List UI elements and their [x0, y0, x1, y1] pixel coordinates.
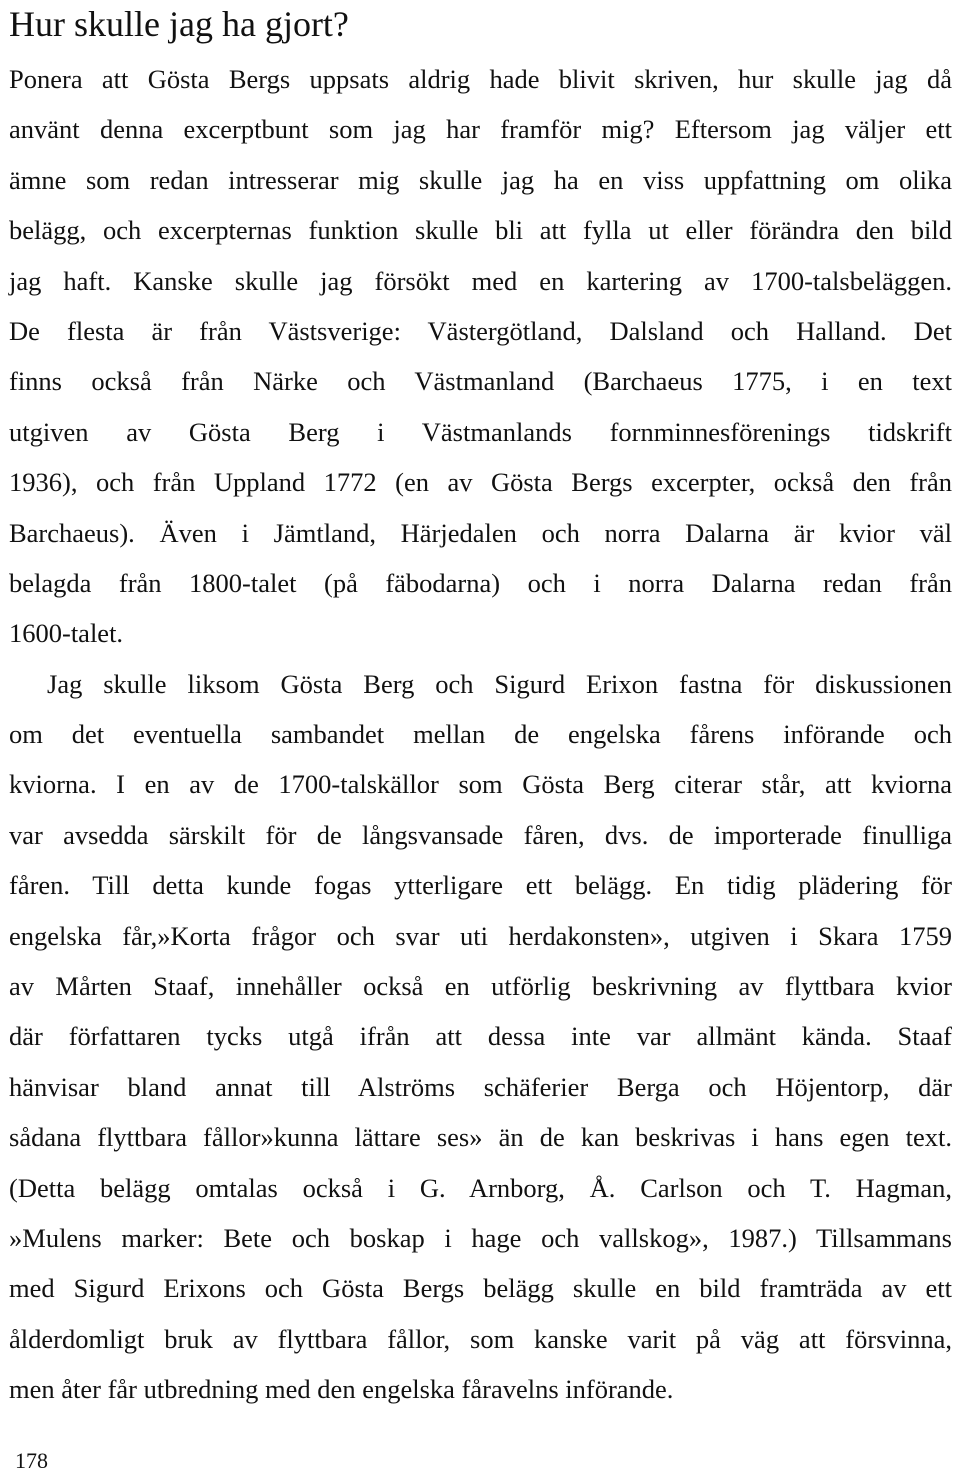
paragraph-line: 1936), och från Uppland 1772 (en av Gösta Bergs excerpter, också den från	[9, 467, 952, 498]
paragraph-line: Jag skulle liksom Gösta Berg och Sigurd Erixon fastna för diskussionen	[47, 668, 952, 699]
paragraph-line: men åter får utbredning med den engelska fåravelns införande.	[9, 1374, 674, 1405]
paragraph-line: där författaren tycks utgå ifrån att dessa inte var allmänt kända. Staaf	[9, 1021, 952, 1052]
paragraph-line: (Detta belägg omtalas också i G. Arnborg, Å. Carlson och T. Hagman,	[9, 1172, 952, 1203]
paragraph-line: ålderdomligt bruk av flyttbara fållor, som kanske varit på väg att försvinna,	[9, 1323, 952, 1354]
paragraph-line: använt denna excerptbunt som jag har framför mig? Eftersom jag väljer ett	[9, 114, 952, 145]
paragraph-line: Ponera att Gösta Bergs uppsats aldrig hade blivit skriven, hur skulle jag då	[9, 64, 952, 94]
paragraph-line: jag haft. Kanske skulle jag försökt med en kartering av 1700-talsbeläggen.	[9, 265, 952, 296]
paragraph-line: av Mårten Staaf, innehåller också en utförlig beskrivning av flyttbara kvior	[9, 971, 952, 1002]
paragraph-line: belägg, och excerpternas funktion skulle bli att fylla ut eller förändra den bild	[9, 215, 952, 246]
body-text	[9, 54, 952, 1415]
paragraph-line: Barchaeus). Även i Jämtland, Härjedalen och norra Dalarna är kvior väl	[9, 517, 952, 548]
paragraph-line: belagda från 1800-talet (på fäbodarna) och i norra Dalarna redan från	[9, 567, 952, 598]
paragraph-line: med Sigurd Erixons och Gösta Bergs belägg skulle en bild framträda av ett	[9, 1273, 952, 1304]
paragraph-2	[9, 659, 952, 1415]
paragraph-line: 1600-talet.	[9, 618, 124, 649]
paragraph-line: om det eventuella sambandet mellan de engelska fårens införande och	[9, 719, 952, 750]
paragraph-line: engelska får,»Korta frågor och svar uti herdakonsten», utgiven i Skara 1759	[9, 920, 952, 951]
paragraph-line: kviorna. I en av de 1700-talskällor som Gösta Berg citerar står, att kviorna	[9, 769, 952, 800]
paragraph-line: De flesta är från Västsverige: Västergötland, Dalsland och Halland. Det	[9, 315, 952, 346]
paragraph-1	[9, 54, 952, 659]
paragraph-line: finns också från Närke och Västmanland (Barchaeus 1775, i en text	[9, 366, 952, 397]
paragraph-line: var avsedda särskilt för de långsvansade fåren, dvs. de importerade finulliga	[9, 819, 952, 850]
page-number: 178	[15, 1448, 48, 1473]
paragraph-line: »Mulens marker: Bete och boskap i hage och vallskog», 1987.) Tillsammans	[9, 1222, 952, 1253]
section-heading: Hur skulle jag ha gjort?	[9, 4, 349, 44]
paragraph-line: sådana flyttbara fållor»kunna lättare ses» än de kan beskrivas i hans egen text.	[9, 1122, 952, 1153]
paragraph-line: utgiven av Gösta Berg i Västmanlands fornminnesförenings tidskrift	[9, 416, 952, 447]
paragraph-line: fåren. Till detta kunde fogas ytterligare ett belägg. En tidig plädering för	[9, 870, 952, 901]
paragraph-line: hänvisar bland annat till Alströms schäferier Berga och Höjentorp, där	[9, 1071, 952, 1102]
paragraph-line: ämne som redan intresserar mig skulle jag ha en viss uppfattning om olika	[9, 164, 952, 195]
